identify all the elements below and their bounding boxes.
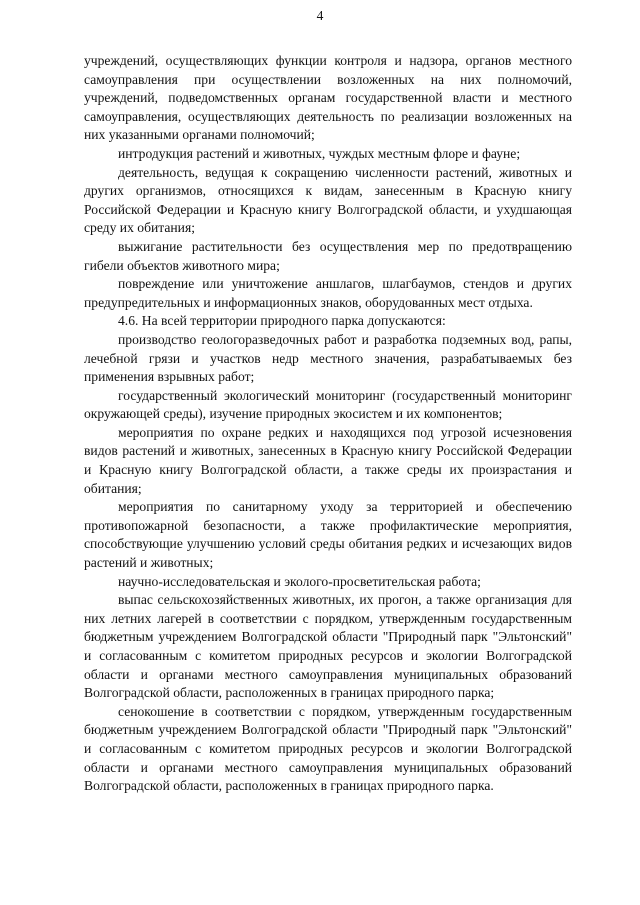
paragraph-introduction-species: интродукция растений и животных, чуждых местным флоре и фауне; [118, 145, 521, 161]
section-heading-4-6: 4.6. На всей территории природного парка допускаются: [118, 313, 446, 329]
paragraph-geological-works: производство геологоразведочных работ и разработка подземных вод, рапы, лечебной грязи и участков недр местного значения, разрабатываемых без применения взрывных работ; [84, 331, 572, 385]
paragraph-signs-damage: повреждение или уничтожение аншлагов, шлагбаумов, стендов и других предупредительных и информационных знаков, оборудованных мест отдыха. [84, 276, 572, 310]
paragraph-population-reduction: деятельность, ведущая к сокращению численности растений, животных и других организмов, относящихся к видам, занесенным в Красную книгу Российской Федерации и Красную книгу Волгоградской области, и ухудшающая среду их обитания; [84, 164, 572, 236]
paragraph-rare-species-protection: мероприятия по охране редких и находящихся под угрозой исчезновения видов растений и животных, занесенных в Красную книгу Российской Федерации и Красную книгу Волгоградской области, а также среды их произрастания и обитания; [84, 424, 572, 496]
paragraph-vegetation-burning: выжигание растительности без осуществления мер по предотвращению гибели объектов животного мира; [84, 238, 572, 273]
page-number: 4 [316, 8, 324, 23]
paragraph-continuation: учреждений, осуществляющих функции контроля и надзора, органов местного самоуправления при осуществлении возложенных на них полномочий, учреждений, подведомственных органам государственной власти и местного самоуправления, осуществляющих деятельность по реализации возложенных на них указанными органами полномочий; [84, 53, 572, 143]
document-body [84, 52, 572, 796]
paragraph-monitoring: государственный экологический мониторинг (государственный мониторинг окружающей среды), изучение природных экосистем и их компонентов; [84, 387, 572, 422]
paragraph-research-work: научно-исследовательская и эколого-просветительская работа; [118, 573, 481, 589]
paragraph-haymaking: сенокошение в соответствии с порядком, утвержденным государственным бюджетным учреждением Волгоградской области "Природный парк "Эльтонский" и согласованным с комитетом природных ресурсов и экологии Волгоградской области и органами местного самоуправления муниципальных образований Волгоградской области, расположенных в границах природного парка. [84, 703, 572, 794]
paragraph-livestock-grazing: выпас сельскохозяйственных животных, их прогон, а также организация для них летних лагерей в соответствии с порядком, утвержденным государственным бюджетным учреждением Волгоградской области "Природный парк "Эльтонский" и согласованным с комитетом природных ресурсов и экологии Волгоградской области и органами местного самоуправления муниципальных образований Волгоградской области, расположенных в границах природного парка; [84, 592, 572, 701]
paragraph-sanitary-care: мероприятия по санитарному уходу за территорией и обеспечению противопожарной безопасности, а также профилактические мероприятия, способствующие улучшению условий среды обитания редких и исчезающих видов растений и животных; [84, 499, 572, 571]
